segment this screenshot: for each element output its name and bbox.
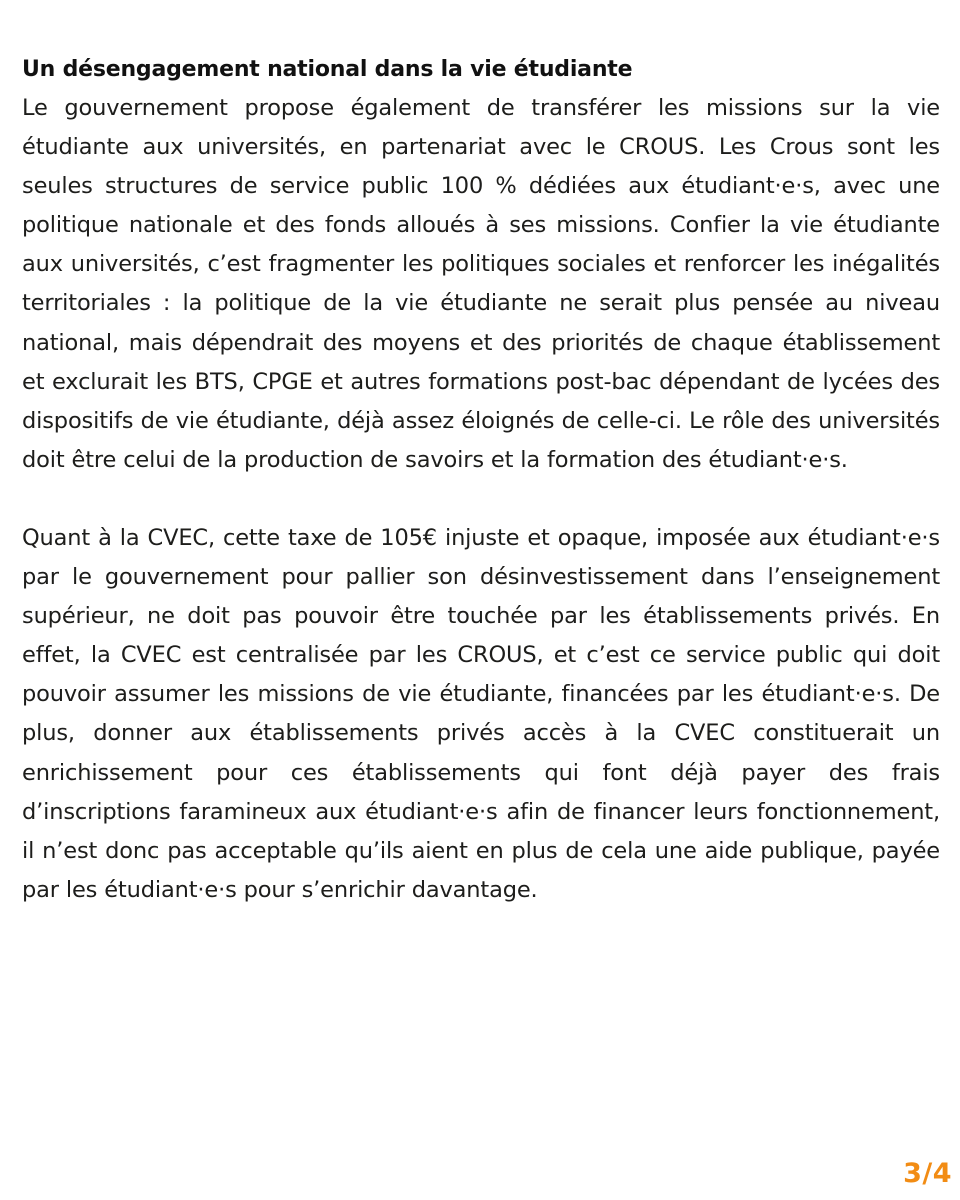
section-heading: Un désengagement national dans la vie étudiante: [22, 57, 633, 82]
paragraph-cvec: Quant à la CVEC, cette taxe de 105€ injuste et opaque, imposée aux étudiant·e·s par le gouvernement pour pallier son désinvestissement dans l’enseignement supérieur, ne doit pas pouvoir être touchée par les établissements privés. En effet, la CVEC est centralisée par les CROUS, et c’est ce service public qui doit pouvoir assumer les missions de vie étudiante, financées par les étudiant·e·s. De plus, donner aux établissements privés accès à la CVEC constituerait un enrichissement pour ces établissements qui font déjà payer des frais d’inscriptions faramineux aux étudiant·e·s afin de financer leurs fonctionnement, il n’est donc pas acceptable qu’ils aient en plus de cela une aide publique, payée par les étudiant·e·s pour s’enrichir davantage.: [22, 524, 940, 903]
paragraph-vie-etudiante: Le gouvernement propose également de transférer les missions sur la vie étudiante aux universités, en partenariat avec le CROUS. Les Crous sont les seules structures de service public 100 % dédiées aux étudiant·e·s, avec une politique nationale et des fonds alloués à ses missions. Confier la vie étudiante aux universités, c’est fragmenter les politiques sociales et renforcer les inégalités territoriales : la politique de la vie étudiante ne serait plus pensée au niveau national, mais dépendrait des moyens et des priorités de chaque établissement et exclurait les BTS, CPGE et autres formations post-bac dépendant de lycées des dispositifs de vie étudiante, déjà assez éloignés de celle-ci. Le rôle des universités doit être celui de la production de savoirs et la formation des étudiant·e·s.: [22, 95, 940, 473]
page-indicator: 3/4: [903, 1158, 952, 1189]
article-body: [22, 50, 940, 910]
